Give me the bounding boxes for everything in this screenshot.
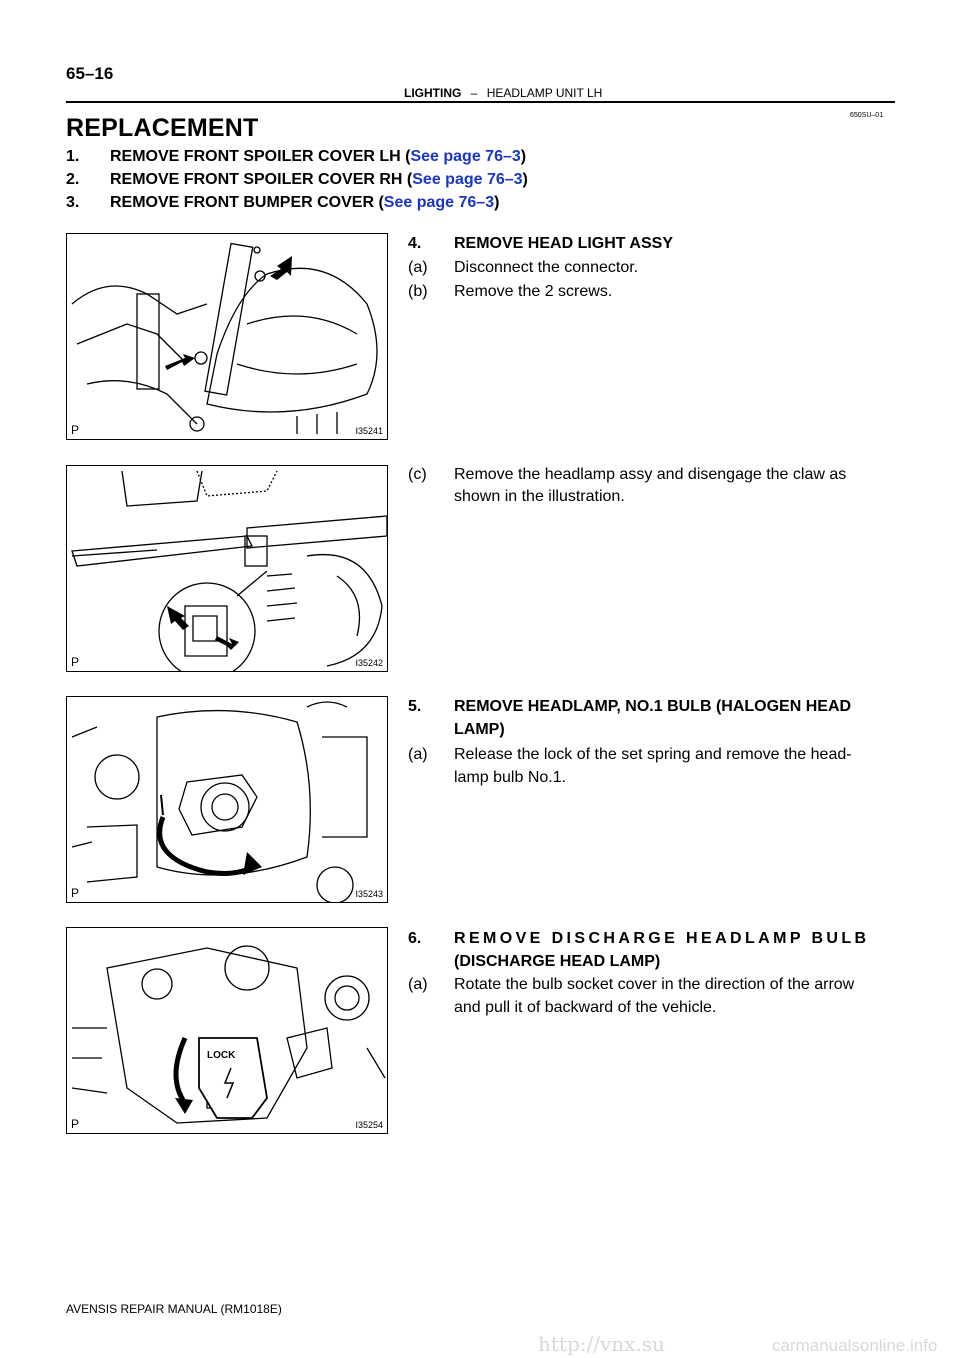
figure-id: I35243 bbox=[355, 889, 383, 899]
substep-text-line2: shown in the illustration. bbox=[454, 488, 625, 505]
substep-6a bbox=[408, 976, 898, 1020]
step-text bbox=[110, 171, 528, 189]
document-code: 650SU–01 bbox=[850, 112, 884, 119]
figure-halogen-bulb bbox=[66, 696, 388, 903]
footer-manual-title: AVENSIS REPAIR MANUAL (RM1018E) bbox=[66, 1302, 282, 1316]
figure-id: I35242 bbox=[355, 658, 383, 668]
header-rule bbox=[66, 101, 895, 103]
watermark-site: carmanualsonline.info bbox=[772, 1336, 938, 1355]
step-title: REMOVE HEAD LIGHT ASSY bbox=[454, 235, 673, 252]
substep-text-line2: and pull it of backward of the vehicle. bbox=[454, 999, 717, 1016]
substep-4b bbox=[408, 283, 898, 303]
step-close: ) bbox=[494, 194, 500, 211]
figure-headlight-screws bbox=[66, 233, 388, 440]
substep-5a bbox=[408, 746, 898, 790]
substep-text-line2: lamp bulb No.1. bbox=[454, 769, 567, 786]
discharge-bulb-illustration bbox=[67, 928, 388, 1134]
step-5 bbox=[408, 698, 898, 742]
figure-discharge-bulb bbox=[66, 927, 388, 1134]
step-label: REMOVE FRONT SPOILER COVER RH ( bbox=[110, 171, 413, 188]
substep-number: (a) bbox=[408, 259, 428, 276]
step-label: REMOVE FRONT BUMPER COVER ( bbox=[110, 194, 384, 211]
step-4 bbox=[408, 235, 898, 255]
figure-p-mark: P bbox=[71, 1117, 80, 1131]
substep-number: (b) bbox=[408, 283, 428, 300]
step-text bbox=[110, 194, 499, 212]
step-number: 5. bbox=[408, 698, 422, 715]
step-number: 2. bbox=[66, 171, 80, 188]
substep-number: (c) bbox=[408, 466, 427, 483]
page-number: 65–16 bbox=[66, 64, 114, 83]
step-number: 1. bbox=[66, 148, 80, 165]
step-number: 3. bbox=[66, 194, 80, 211]
section-sub: HEADLAMP UNIT LH bbox=[486, 86, 603, 100]
figure-claw-disengage bbox=[66, 465, 388, 672]
step-number: 4. bbox=[408, 235, 422, 252]
claw-illustration bbox=[67, 466, 388, 672]
substep-text: Remove the 2 screws. bbox=[454, 283, 613, 300]
substep-number: (a) bbox=[408, 746, 428, 763]
section-separator: – bbox=[470, 86, 478, 100]
headlight-screws-illustration bbox=[67, 234, 388, 440]
step-title-line1: REMOVE DISCHARGE HEADLAMP BULB bbox=[454, 930, 870, 947]
step-close: ) bbox=[520, 148, 527, 165]
page-heading: REPLACEMENT bbox=[66, 114, 259, 142]
substep-text-line1: Release the lock of the set spring and remove the head- bbox=[454, 746, 852, 763]
step-text bbox=[110, 148, 526, 166]
watermark-link[interactable]: http://vnx.su bbox=[538, 1332, 665, 1356]
step-title-line2: (DISCHARGE HEAD LAMP) bbox=[454, 953, 661, 970]
substep-number: (a) bbox=[408, 976, 428, 993]
halogen-bulb-illustration bbox=[67, 697, 388, 903]
step-1 bbox=[66, 148, 666, 168]
step-close: ) bbox=[522, 171, 528, 188]
substep-4a bbox=[408, 259, 898, 279]
step-2 bbox=[66, 171, 666, 191]
lock-text: LOCK bbox=[207, 1050, 236, 1061]
see-page-link[interactable]: See page 76–3 bbox=[412, 171, 523, 188]
figure-p-mark: P bbox=[71, 886, 80, 900]
see-page-link[interactable]: See page 76–3 bbox=[383, 194, 495, 211]
figure-id: I35254 bbox=[355, 1120, 383, 1130]
step-title-line2: LAMP) bbox=[454, 721, 505, 738]
step-label: REMOVE FRONT SPOILER COVER LH ( bbox=[110, 148, 411, 165]
see-page-link[interactable]: See page 76–3 bbox=[410, 148, 521, 165]
figure-p-mark: P bbox=[71, 423, 80, 437]
substep-text: Disconnect the connector. bbox=[454, 259, 639, 276]
section-title bbox=[404, 86, 602, 100]
figure-p-mark: P bbox=[71, 655, 80, 669]
section-main: LIGHTING bbox=[404, 86, 462, 100]
substep-4c bbox=[408, 466, 898, 510]
figure-id: I35241 bbox=[355, 426, 383, 436]
step-3 bbox=[66, 194, 666, 214]
step-number: 6. bbox=[408, 930, 422, 947]
substep-text-line1: Remove the headlamp assy and disengage the claw as bbox=[454, 466, 847, 483]
step-title-line1: REMOVE HEADLAMP, NO.1 BULB (HALOGEN HEAD bbox=[454, 698, 852, 715]
step-6 bbox=[408, 930, 898, 974]
substep-text-line1: Rotate the bulb socket cover in the direction of the arrow bbox=[454, 976, 855, 993]
